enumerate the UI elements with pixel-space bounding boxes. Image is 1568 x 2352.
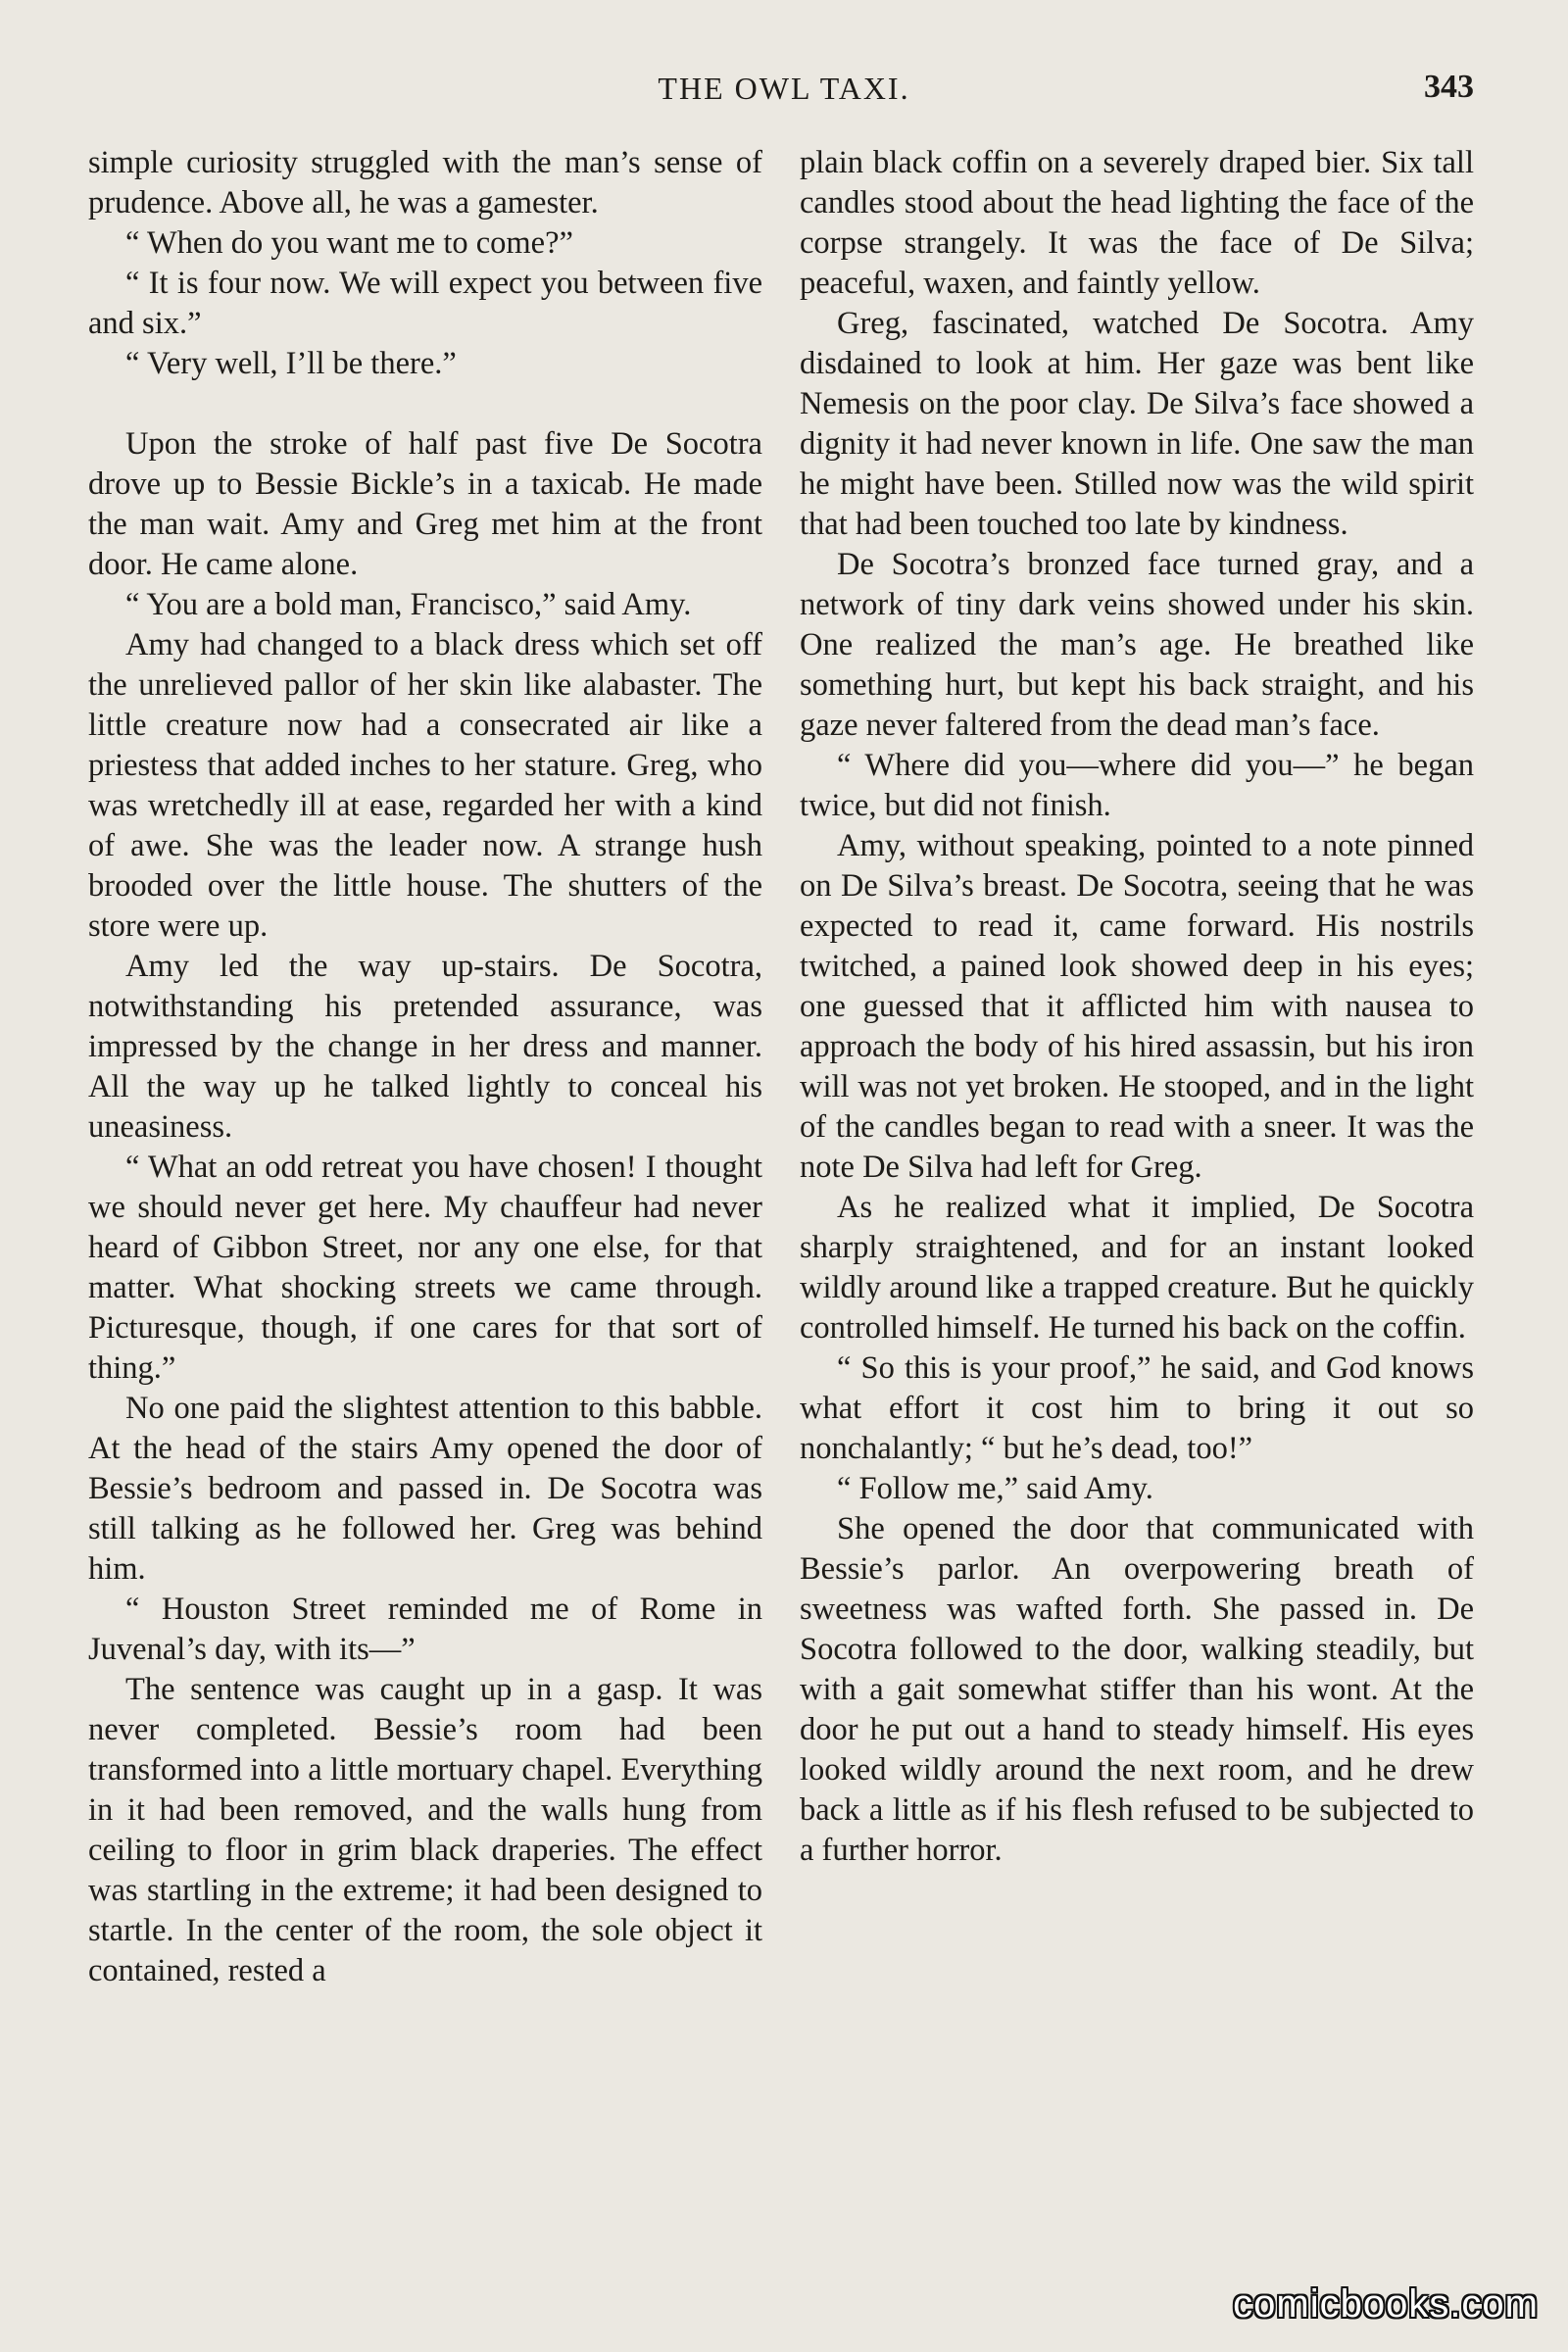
paragraph: “ Follow me,” said Amy. [837, 1471, 1153, 1506]
page-number: 343 [1424, 69, 1474, 105]
paragraph: She opened the door that communicated with Bessie’s parlor. An overpowering breath of sweetness was wafted forth. She passed in. De Socotra followed to the door, walking steadily, but with a gait somewhat stiffer than his wont. At the door he put out a hand to steady himself. His eyes looked wildly around the next room, and he drew back a little as if his flesh refused to be subjected to a further horror. [800, 1511, 1474, 1868]
running-head [0, 65, 1568, 120]
paragraph: Amy had changed to a black dress which set off the unrelieved pallor of her skin like alabaster. The little creature now had a consecrated air like a priestess that added inches to her stature. Greg, who was wretchedly ill at ease, regarded her with a kind of awe. She was the leader now. A strange hush brooded over the little house. The shutters of the store were up. [88, 627, 762, 944]
paragraph: “ It is four now. We will expect you between five and six.” [88, 266, 762, 341]
running-title: THE OWL TAXI. [658, 71, 910, 106]
paragraph: Upon the stroke of half past five De Socotra drove up to Bessie Bickle’s in a taxicab. He made the man wait. Amy and Greg met him at the front door. He came alone. [88, 426, 762, 582]
paragraph: Amy led the way up-stairs. De Socotra, notwithstanding his pretended assurance, was impressed by the change in her dress and manner. All the way up he talked lightly to conceal his uneasiness. [88, 949, 762, 1145]
paragraph: No one paid the slightest attention to this babble. At the head of the stairs Amy opened the door of Bessie’s bedroom and passed in. De Socotra was still talking as he followed her. Greg was behind him. [88, 1391, 762, 1587]
right-column [800, 143, 1474, 2279]
paragraph: “ You are a bold man, Francisco,” said Amy. [125, 587, 692, 622]
paragraph: “ So this is your proof,” he said, and God knows what effort it cost him to bring it out so nonchalantly; “ but he’s dead, too!” [800, 1350, 1474, 1466]
paragraph: “ Where did you—where did you—” he began twice, but did not finish. [800, 748, 1474, 823]
watermark: comicbooks.com [1233, 2282, 1539, 2326]
paragraph: Amy, without speaking, pointed to a note pinned on De Silva’s breast. De Socotra, seeing that he was expected to read it, came forward. His nostrils twitched, a pained look showed deep in his eyes; one guessed that it afflicted him with nausea to approach the body of his hired assassin, but his iron will was not yet broken. He stooped, and in the light of the candles began to read with a sneer. It was the note De Silva had left for Greg. [800, 828, 1474, 1185]
paragraph: simple curiosity struggled with the man’s sense of prudence. Above all, he was a gamester. [88, 145, 762, 220]
paragraph: plain black coffin on a severely draped bier. Six tall candles stood about the head lighting the face of the corpse strangely. It was the face of De Silva; peaceful, waxen, and faintly yellow. [800, 145, 1474, 301]
left-column [88, 143, 762, 2279]
paragraph: “ What an odd retreat you have chosen! I thought we should never get here. My chauffeur had never heard of Gibbon Street, nor any one else, for that matter. What shocking streets we came through. Picturesque, though, if one cares for that sort of thing.” [88, 1150, 762, 1386]
paragraph: De Socotra’s bronzed face turned gray, and a network of tiny dark veins showed under his skin. One realized the man’s age. He breathed like something hurt, but kept his back straight, and his gaze never faltered from the dead man’s face. [800, 547, 1474, 743]
paragraph: “ When do you want me to come?” [125, 225, 573, 261]
paragraph: The sentence was caught up in a gasp. It was never completed. Bessie’s room had been transformed into a little mortuary chapel. Everything in it had been removed, and the walls hung from ceiling to floor in grim black draperies. The effect was startling in the extreme; it had been designed to startle. In the center of the room, the sole object it contained, rested a [88, 1672, 762, 1988]
paragraph: “ Houston Street reminded me of Rome in Juvenal’s day, with its—” [88, 1592, 762, 1667]
text-columns [88, 143, 1474, 2279]
paragraph: As he realized what it implied, De Socotra sharply straightened, and for an instant looked wildly around like a trapped creature. But he quickly controlled himself. He turned his back on the coffin. [800, 1190, 1474, 1346]
paragraph: Greg, fascinated, watched De Socotra. Amy disdained to look at him. Her gaze was bent like Nemesis on the poor clay. De Silva’s face showed a dignity it had never known in life. One saw the man he might have been. Stilled now was the wild spirit that had been touched too late by kindness. [800, 306, 1474, 542]
paragraph: “ Very well, I’ll be there.” [125, 346, 457, 381]
